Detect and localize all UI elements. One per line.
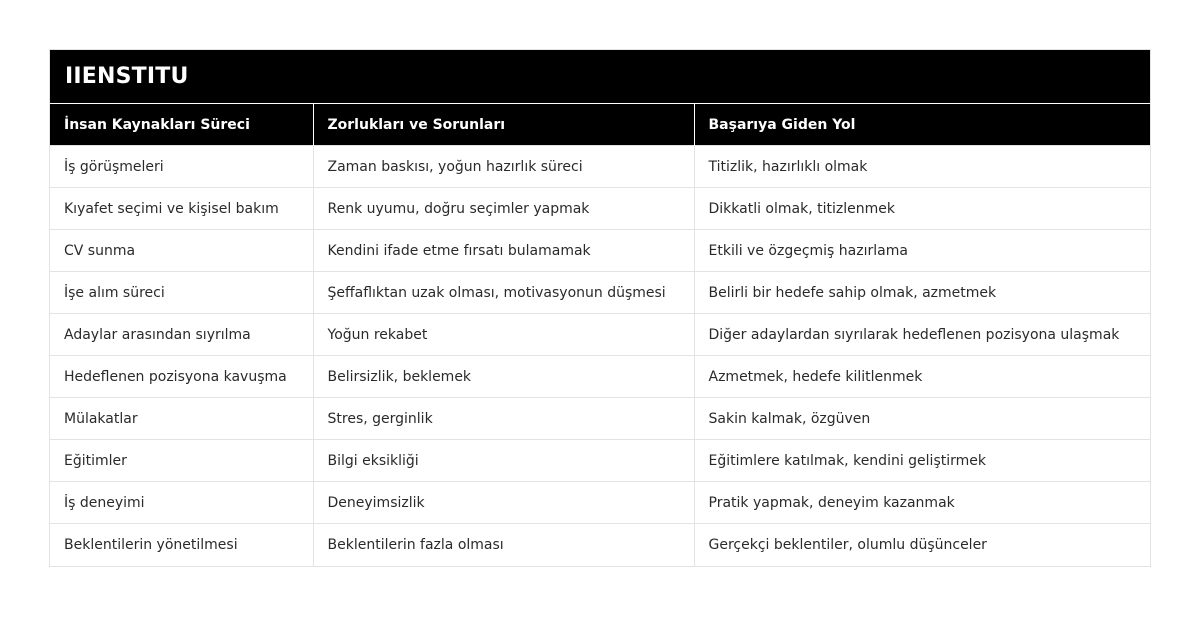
table-header-row xyxy=(50,104,1150,146)
table-cell-challenges: Stres, gerginlik xyxy=(313,398,694,440)
hr-process-table xyxy=(50,103,1150,566)
table-row xyxy=(50,398,1150,440)
column-header-challenges: Zorlukları ve Sorunları xyxy=(313,104,694,146)
table-row xyxy=(50,230,1150,272)
table-cell-challenges: Zaman baskısı, yoğun hazırlık süreci xyxy=(313,146,694,188)
table-cell-path: Titizlik, hazırlıklı olmak xyxy=(694,146,1150,188)
table-cell-challenges: Kendini ifade etme fırsatı bulamamak xyxy=(313,230,694,272)
table-cell-process: İş görüşmeleri xyxy=(50,146,313,188)
table-cell-process: Kıyafet seçimi ve kişisel bakım xyxy=(50,188,313,230)
table-cell-path: Gerçekçi beklentiler, olumlu düşünceler xyxy=(694,524,1150,566)
hr-process-table-card xyxy=(49,49,1151,567)
table-header xyxy=(50,104,1150,146)
table-cell-process: İşe alım süreci xyxy=(50,272,313,314)
table-cell-path: Pratik yapmak, deneyim kazanmak xyxy=(694,482,1150,524)
table-row xyxy=(50,314,1150,356)
table-row xyxy=(50,356,1150,398)
table-row xyxy=(50,482,1150,524)
table-cell-challenges: Yoğun rekabet xyxy=(313,314,694,356)
brand-title: IIENSTITU xyxy=(65,64,189,89)
table-row xyxy=(50,188,1150,230)
table-cell-challenges: Belirsizlik, beklemek xyxy=(313,356,694,398)
table-cell-process: Adaylar arasından sıyrılma xyxy=(50,314,313,356)
brand-header-bar xyxy=(50,50,1150,103)
table-cell-process: Hedeflenen pozisyona kavuşma xyxy=(50,356,313,398)
table-cell-challenges: Renk uyumu, doğru seçimler yapmak xyxy=(313,188,694,230)
table-cell-process: Beklentilerin yönetilmesi xyxy=(50,524,313,566)
column-header-path-to-success: Başarıya Giden Yol xyxy=(694,104,1150,146)
table-row xyxy=(50,524,1150,566)
table-cell-path: Sakin kalmak, özgüven xyxy=(694,398,1150,440)
table-cell-process: CV sunma xyxy=(50,230,313,272)
table-cell-path: Belirli bir hedefe sahip olmak, azmetmek xyxy=(694,272,1150,314)
table-cell-path: Dikkatli olmak, titizlenmek xyxy=(694,188,1150,230)
table-cell-challenges: Bilgi eksikliği xyxy=(313,440,694,482)
table-cell-process: Mülakatlar xyxy=(50,398,313,440)
table-cell-challenges: Beklentilerin fazla olması xyxy=(313,524,694,566)
column-header-process: İnsan Kaynakları Süreci xyxy=(50,104,313,146)
table-body xyxy=(50,146,1150,566)
table-cell-challenges: Şeffaflıktan uzak olması, motivasyonun düşmesi xyxy=(313,272,694,314)
table-cell-challenges: Deneyimsizlik xyxy=(313,482,694,524)
table-cell-process: İş deneyimi xyxy=(50,482,313,524)
table-cell-path: Etkili ve özgeçmiş hazırlama xyxy=(694,230,1150,272)
table-cell-path: Azmetmek, hedefe kilitlenmek xyxy=(694,356,1150,398)
table-row xyxy=(50,272,1150,314)
table-row xyxy=(50,146,1150,188)
table-cell-path: Eğitimlere katılmak, kendini geliştirmek xyxy=(694,440,1150,482)
table-cell-path: Diğer adaylardan sıyrılarak hedeflenen pozisyona ulaşmak xyxy=(694,314,1150,356)
table-cell-process: Eğitimler xyxy=(50,440,313,482)
table-row xyxy=(50,440,1150,482)
